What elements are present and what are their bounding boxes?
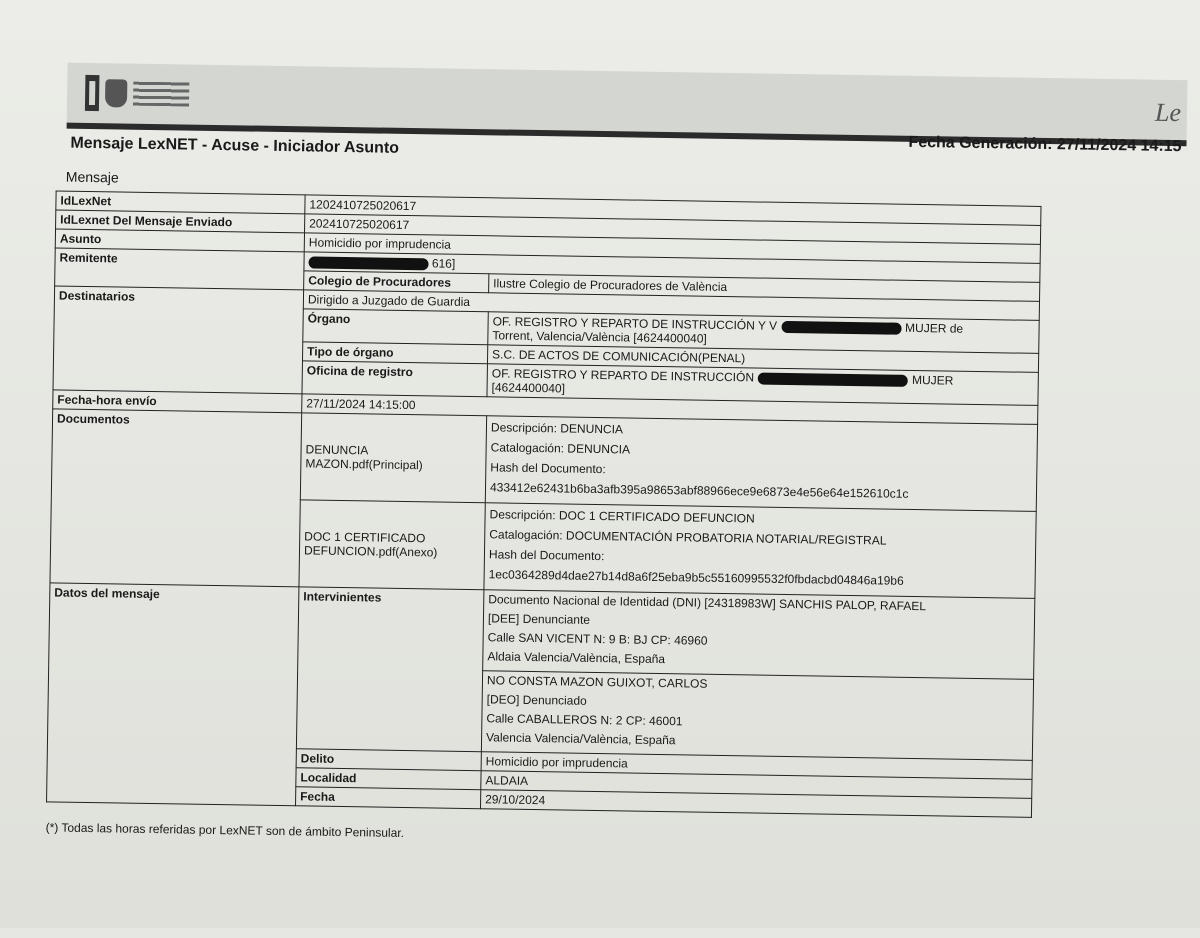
- organo-line-2: Torrent, Valencia/València [4624400040]: [492, 328, 707, 346]
- value-id-enviado: 202410725020617: [305, 214, 1041, 245]
- remitente-tail: 616]: [431, 256, 456, 271]
- label-idlexnet: IdLexNet: [56, 191, 305, 214]
- label-destinatarios: Destinatarios: [53, 286, 304, 394]
- value-tipo-organo: S.C. DE ACTOS DE COMUNICACIÓN(PENAL): [487, 345, 1038, 373]
- label-datos: Datos del mensaje: [47, 583, 299, 806]
- document-1-descripcion: Descripción: DENUNCIA: [490, 420, 624, 437]
- label-documentos: Documentos: [50, 409, 302, 587]
- value-colegio: Ilustre Colegio de Procuradores de València: [489, 274, 1040, 302]
- document-1-hash-label: Hash del Documento:: [490, 460, 606, 477]
- label-delito: Delito: [296, 749, 481, 771]
- oficina-line-1: OF. REGISTRO Y REPARTO DE INSTRUCCIÓN: [491, 366, 755, 385]
- redaction-mark: [781, 321, 901, 335]
- label-id-enviado: IdLexnet Del Mensaje Enviado: [56, 210, 305, 233]
- message-table: [46, 190, 1041, 817]
- document-1-hash: 433412e62431b6ba3afb395a98653abf88966ece9e6873e4e56e64e152610c1c: [489, 480, 909, 501]
- header-banner: [67, 63, 1188, 147]
- document-2-hash: 1ec0364289d4dae27b14d8a6f25eba9b5c55160995532f0fbdacbd04846a19b6: [488, 567, 904, 588]
- persona-1-address: Calle SAN VICENT N: 9 B: BJ CP: 46960: [487, 630, 708, 648]
- label-asunto: Asunto: [55, 229, 304, 252]
- value-asunto: Homicidio por imprudencia: [304, 233, 1040, 264]
- value-dirigido: Dirigido a Juzgado de Guardia: [303, 290, 1039, 321]
- oficina-line-1b: MUJER: [911, 372, 954, 388]
- persona-2: [481, 671, 1033, 761]
- value-delito: Homicidio por imprudencia: [481, 752, 1032, 780]
- persona-2-address: Calle CABALLEROS N: 2 CP: 46001: [486, 711, 683, 729]
- persona-1-id: Documento Nacional de Identidad (DNI) [24318983W] SANCHIS PALOP, RAFAEL: [488, 592, 927, 614]
- generation-date: Fecha Generación: 27/11/2024 14:15: [908, 133, 1182, 156]
- document-2-details: [484, 503, 1036, 599]
- section-label: Mensaje: [65, 168, 119, 186]
- label-intervinientes: Intervinientes: [296, 587, 484, 752]
- government-logo-icon: [85, 75, 196, 117]
- value-fecha: 29/10/2024: [480, 790, 1031, 818]
- value-envio: 27/11/2024 14:15:00: [302, 394, 1038, 425]
- redaction-mark: [308, 256, 428, 270]
- persona-2-city: Valencia Valencia/València, España: [485, 730, 676, 748]
- label-tipo-organo: Tipo de órgano: [302, 342, 487, 364]
- row-intervinientes: [49, 583, 1035, 679]
- redaction-mark: [758, 372, 908, 386]
- persona-1-city: Aldaia Valencia/València, España: [487, 649, 666, 667]
- row-documento-1: [51, 409, 1037, 511]
- document-1-file: DENUNCIA MAZON.pdf(Principal): [300, 413, 486, 503]
- document-sheet: [14, 40, 1188, 938]
- document-2-hash-label: Hash del Documento:: [488, 547, 605, 564]
- label-colegio: Colegio de Procuradores: [304, 271, 489, 293]
- label-localidad: Localidad: [296, 768, 481, 790]
- label-envio: Fecha-hora envío: [53, 390, 302, 413]
- value-localidad: ALDAIA: [481, 771, 1032, 799]
- label-remitente: Remitente: [55, 248, 305, 290]
- footnote: (*) Todas las horas referidas por LexNET son de ámbito Peninsular.: [45, 820, 405, 841]
- brand-mark: Le: [1154, 97, 1182, 128]
- value-idlexnet: 1202410725020617: [305, 195, 1041, 226]
- document-2-file: DOC 1 CERTIFICADO DEFUNCION.pdf(Anexo): [299, 500, 485, 590]
- persona-1-role: [DEE] Denunciante: [487, 611, 591, 627]
- document-2-catalogacion: Catalogación: DOCUMENTACIÓN PROBATORIA NOTARIAL/REGISTRAL: [489, 527, 887, 548]
- oficina-line-2: [4624400040]: [491, 380, 566, 396]
- organo-line-1b: MUJER de: [904, 320, 964, 336]
- label-organo: Órgano: [303, 309, 488, 345]
- persona-1: [483, 590, 1035, 680]
- document-1-catalogacion: Catalogación: DENUNCIA: [490, 440, 631, 457]
- document-1-details: [485, 416, 1037, 512]
- persona-2-role: [DEO] Denunciado: [486, 692, 587, 708]
- label-oficina: Oficina de registro: [302, 361, 487, 397]
- label-fecha: Fecha: [296, 787, 481, 809]
- organo-line-1: OF. REGISTRO Y REPARTO DE INSTRUCCIÓN Y V: [492, 314, 778, 333]
- document-title: Mensaje LexNET - Acuse - Iniciador Asunto: [70, 134, 400, 157]
- persona-2-id: NO CONSTA MAZON GUIXOT, CARLOS: [486, 673, 708, 691]
- document-2-descripcion: Descripción: DOC 1 CERTIFICADO DEFUNCION: [489, 507, 755, 526]
